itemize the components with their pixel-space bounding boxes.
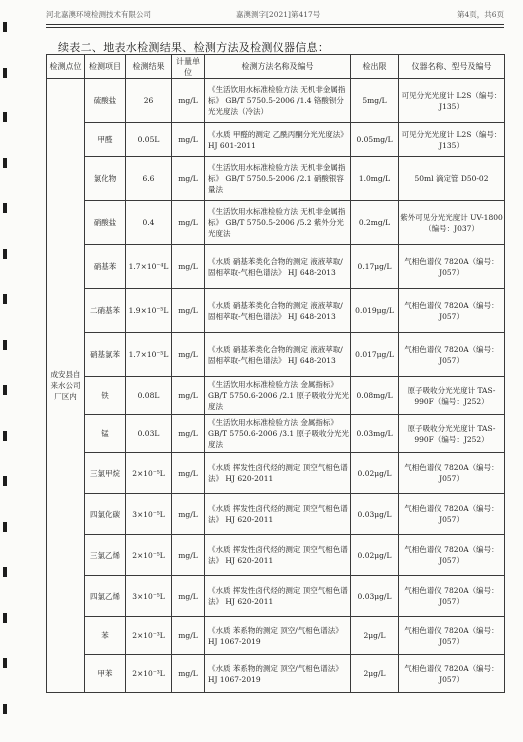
page-header bbox=[46, 8, 504, 22]
table-row bbox=[47, 617, 505, 655]
cell-unit: mg/L bbox=[172, 617, 205, 655]
cell-instrument: 紫外可见分光光度计 UV-1800（编号：J037） bbox=[399, 201, 505, 245]
cell-unit: mg/L bbox=[172, 289, 205, 333]
cell-limit: 2μg/L bbox=[351, 617, 399, 655]
cell-method: 《水质 苯系物的测定 顶空/气相色谱法》 HJ 1067-2019 bbox=[205, 617, 351, 655]
cell-instrument: 气相色谱仪 7820A（编号：J057） bbox=[399, 333, 505, 377]
header-instrument: 仪器名称、型号及编号 bbox=[399, 55, 505, 79]
cell-item: 苯 bbox=[85, 617, 126, 655]
cell-item: 二硝基苯 bbox=[85, 289, 126, 333]
page-number: 第4页，共6页 bbox=[456, 10, 504, 19]
table-row bbox=[47, 415, 505, 453]
table-row bbox=[47, 157, 505, 201]
cell-limit: 0.03μg/L bbox=[351, 576, 399, 617]
cell-item: 铁 bbox=[85, 377, 126, 415]
cell-instrument: 原子吸收分光光度计 TAS-990F（编号：J252） bbox=[399, 415, 505, 453]
cell-limit: 0.02μg/L bbox=[351, 535, 399, 576]
table-row bbox=[47, 655, 505, 693]
cell-unit: mg/L bbox=[172, 157, 205, 201]
cell-instrument: 气相色谱仪 7820A（编号：J057） bbox=[399, 453, 505, 494]
cell-method: 《生活饮用水标准检验方法 金属指标》 GB/T 5750.6-2006 /2.1 原子吸收分光光度法 bbox=[205, 377, 351, 415]
cell-result: 26 bbox=[126, 79, 172, 123]
cell-method: 《生活饮用水标准检验方法 无机非金属指标》 GB/T 5750.5-2006 /1.4 铬酸钡分光光度法（冷法） bbox=[205, 79, 351, 123]
cell-result: 2×10⁻⁵L bbox=[126, 453, 172, 494]
cell-result: 3×10⁻⁵L bbox=[126, 494, 172, 535]
cell-instrument: 可见分光光度计 L2S（编号：J135） bbox=[399, 123, 505, 157]
cell-unit: mg/L bbox=[172, 333, 205, 377]
table-row bbox=[47, 494, 505, 535]
cell-method: 《生活饮用水标准检验方法 无机非金属指标》 GB/T 5750.5-2006 /5.2 紫外分光光度法 bbox=[205, 201, 351, 245]
table-header-row bbox=[47, 55, 505, 79]
cell-unit: mg/L bbox=[172, 453, 205, 494]
cell-method: 《水质 硝基苯类化合物的测定 液液萃取/固相萃取-气相色谱法》 HJ 648-2013 bbox=[205, 333, 351, 377]
cell-method: 《水质 挥发性卤代烃的测定 顶空气相色谱法》 HJ 620-2011 bbox=[205, 576, 351, 617]
cell-unit: mg/L bbox=[172, 79, 205, 123]
cell-limit: 0.05mg/L bbox=[351, 123, 399, 157]
table-row bbox=[47, 453, 505, 494]
header-unit: 计量单位 bbox=[172, 55, 205, 79]
cell-limit: 0.03mg/L bbox=[351, 415, 399, 453]
company-name: 河北嘉澳环境检测技术有限公司 bbox=[46, 10, 151, 19]
cell-limit: 0.017μg/L bbox=[351, 333, 399, 377]
table-row bbox=[47, 576, 505, 617]
cell-limit: 1.0mg/L bbox=[351, 157, 399, 201]
table-row bbox=[47, 289, 505, 333]
cell-result: 1.9×10⁻⁵L bbox=[126, 289, 172, 333]
cell-item: 甲苯 bbox=[85, 655, 126, 693]
cell-method: 《水质 硝基苯类化合物的测定 液液萃取/固相萃取-气相色谱法》 HJ 648-2013 bbox=[205, 245, 351, 289]
cell-instrument: 气相色谱仪 7820A（编号：J057） bbox=[399, 576, 505, 617]
cell-unit: mg/L bbox=[172, 415, 205, 453]
cell-result: 0.4 bbox=[126, 201, 172, 245]
cell-limit: 5mg/L bbox=[351, 79, 399, 123]
cell-limit: 0.2mg/L bbox=[351, 201, 399, 245]
cell-item: 三氯甲烷 bbox=[85, 453, 126, 494]
cell-result: 0.03L bbox=[126, 415, 172, 453]
cell-instrument: 气相色谱仪 7820A（编号：J057） bbox=[399, 289, 505, 333]
report-number: 嘉澳测字[2021]第417号 bbox=[236, 10, 321, 19]
cell-instrument: 气相色谱仪 7820A（编号：J057） bbox=[399, 245, 505, 289]
results-table bbox=[46, 54, 505, 693]
page-title: 续表二、地表水检测结果、检测方法及检测仪器信息： bbox=[58, 41, 330, 54]
cell-result: 0.05L bbox=[126, 123, 172, 157]
cell-item: 氯化物 bbox=[85, 157, 126, 201]
header-item: 检测项目 bbox=[85, 55, 126, 79]
cell-result: 6.6 bbox=[126, 157, 172, 201]
cell-instrument: 气相色谱仪 7820A（编号：J057） bbox=[399, 494, 505, 535]
cell-site: 成安县自来水公司厂区内 bbox=[47, 79, 85, 693]
header-result: 检测结果 bbox=[126, 55, 172, 79]
cell-method: 《水质 挥发性卤代烃的测定 顶空气相色谱法》 HJ 620-2011 bbox=[205, 494, 351, 535]
table-row bbox=[47, 79, 505, 123]
cell-instrument: 50ml 滴定管 D50-02 bbox=[399, 157, 505, 201]
cell-limit: 2μg/L bbox=[351, 655, 399, 693]
binding-holes bbox=[0, 0, 10, 742]
cell-unit: mg/L bbox=[172, 201, 205, 245]
cell-instrument: 气相色谱仪 7820A（编号：J057） bbox=[399, 655, 505, 693]
cell-result: 0.08L bbox=[126, 377, 172, 415]
header-site: 检测点位 bbox=[47, 55, 85, 79]
cell-method: 《生活饮用水标准检验方法 无机非金属指标》 GB/T 5750.5-2006 /2.1 硝酸银容量法 bbox=[205, 157, 351, 201]
cell-method: 《水质 甲醛的测定 乙酰丙酮分光光度法》 HJ 601-2011 bbox=[205, 123, 351, 157]
cell-unit: mg/L bbox=[172, 494, 205, 535]
cell-limit: 0.019μg/L bbox=[351, 289, 399, 333]
cell-unit: mg/L bbox=[172, 576, 205, 617]
table-row bbox=[47, 377, 505, 415]
cell-item: 甲醛 bbox=[85, 123, 126, 157]
cell-item: 硝基苯 bbox=[85, 245, 126, 289]
table-row bbox=[47, 123, 505, 157]
cell-limit: 0.17μg/L bbox=[351, 245, 399, 289]
cell-instrument: 气相色谱仪 7820A（编号：J057） bbox=[399, 535, 505, 576]
cell-method: 《水质 硝基苯类化合物的测定 液液萃取/固相萃取-气相色谱法》 HJ 648-2013 bbox=[205, 289, 351, 333]
header-rule bbox=[46, 24, 504, 25]
cell-method: 《水质 苯系物的测定 顶空/气相色谱法》 HJ 1067-2019 bbox=[205, 655, 351, 693]
cell-unit: mg/L bbox=[172, 655, 205, 693]
cell-result: 1.7×10⁻⁴L bbox=[126, 245, 172, 289]
cell-method: 《水质 挥发性卤代烃的测定 顶空气相色谱法》 HJ 620-2011 bbox=[205, 535, 351, 576]
table-row bbox=[47, 201, 505, 245]
cell-result: 3×10⁻⁵L bbox=[126, 576, 172, 617]
cell-item: 三氯乙烯 bbox=[85, 535, 126, 576]
table-row bbox=[47, 333, 505, 377]
cell-limit: 0.08mg/L bbox=[351, 377, 399, 415]
cell-instrument: 原子吸收分光光度计 TAS-990F（编号：J252） bbox=[399, 377, 505, 415]
cell-method: 《水质 挥发性卤代烃的测定 顶空气相色谱法》 HJ 620-2011 bbox=[205, 453, 351, 494]
cell-limit: 0.02μg/L bbox=[351, 453, 399, 494]
cell-result: 1.7×10⁻⁵L bbox=[126, 333, 172, 377]
header-limit: 检出限 bbox=[351, 55, 399, 79]
cell-limit: 0.03μg/L bbox=[351, 494, 399, 535]
cell-instrument: 气相色谱仪 7820A（编号：J057） bbox=[399, 617, 505, 655]
cell-result: 2×10⁻⁵L bbox=[126, 535, 172, 576]
cell-item: 锰 bbox=[85, 415, 126, 453]
cell-method: 《生活饮用水标准检验方法 金属指标》 GB/T 5750.6-2006 /3.1 原子吸收分光光度法 bbox=[205, 415, 351, 453]
cell-result: 2×10⁻³L bbox=[126, 617, 172, 655]
cell-instrument: 可见分光光度计 L2S（编号：J135） bbox=[399, 79, 505, 123]
cell-unit: mg/L bbox=[172, 535, 205, 576]
table-row bbox=[47, 245, 505, 289]
cell-unit: mg/L bbox=[172, 377, 205, 415]
header-rule-thin bbox=[46, 27, 504, 28]
cell-result: 2×10⁻³L bbox=[126, 655, 172, 693]
cell-item: 四氯乙烯 bbox=[85, 576, 126, 617]
cell-item: 硝基氯苯 bbox=[85, 333, 126, 377]
cell-unit: mg/L bbox=[172, 245, 205, 289]
cell-item: 硫酸盐 bbox=[85, 79, 126, 123]
cell-item: 四氯化碳 bbox=[85, 494, 126, 535]
table-row bbox=[47, 535, 505, 576]
cell-unit: mg/L bbox=[172, 123, 205, 157]
cell-item: 硝酸盐 bbox=[85, 201, 126, 245]
header-method: 检测方法名称及编号 bbox=[205, 55, 351, 79]
seam-stamp bbox=[512, 420, 522, 480]
